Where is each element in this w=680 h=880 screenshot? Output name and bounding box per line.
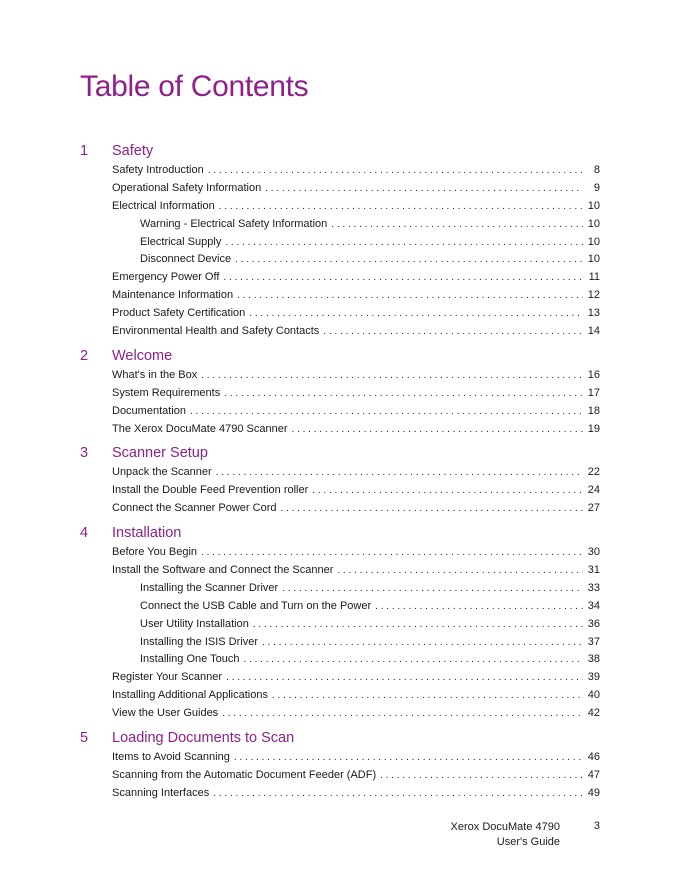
- dot-leader: [272, 690, 583, 701]
- toc-entry-label: Register Your Scanner: [112, 671, 223, 684]
- chapter-number: 5: [80, 730, 89, 747]
- table-of-contents: [80, 138, 600, 805]
- toc-entry-page: 10: [587, 253, 600, 266]
- dot-leader: [280, 503, 583, 514]
- toc-entry[interactable]: [80, 369, 600, 387]
- dot-leader: [208, 165, 583, 176]
- dot-leader: [222, 708, 583, 719]
- footer-product: [451, 820, 560, 850]
- toc-entry-label: Safety Introduction: [112, 164, 204, 176]
- toc-entry-page: 42: [587, 707, 600, 720]
- chapter-number: 3: [80, 445, 89, 462]
- toc-entry-label: View the User Guides: [112, 707, 219, 720]
- dot-leader: [219, 201, 583, 212]
- chapter-title: Loading Documents to Scan: [112, 730, 295, 747]
- chapter-number: 1: [80, 143, 89, 159]
- toc-entry-label: Installing the Scanner Driver: [140, 581, 279, 594]
- dot-leader: [262, 637, 583, 648]
- dot-leader: [337, 565, 583, 576]
- toc-entry-label: What's in the Box: [112, 368, 198, 381]
- dot-leader: [380, 770, 583, 781]
- dot-leader: [253, 619, 583, 630]
- dot-leader: [226, 672, 583, 683]
- toc-entry-label: Electrical Information: [112, 199, 215, 212]
- toc-entry[interactable]: [80, 236, 600, 254]
- dot-leader: [201, 370, 583, 381]
- toc-entry-page: 19: [587, 422, 600, 435]
- toc-entry-label: Installing the ISIS Driver: [140, 635, 258, 648]
- toc-entry-label: Connect the Scanner Power Cord: [112, 502, 277, 515]
- toc-entry[interactable]: [80, 751, 600, 769]
- toc-entry[interactable]: [80, 405, 600, 423]
- dot-leader: [225, 237, 583, 248]
- toc-entry[interactable]: [80, 582, 600, 600]
- chapter-title: Welcome: [112, 347, 173, 364]
- toc-entry-page: 10: [587, 199, 600, 212]
- chapter-heading[interactable]: [80, 348, 600, 368]
- toc-entry[interactable]: [80, 289, 600, 307]
- toc-entry[interactable]: [80, 423, 600, 441]
- dot-leader: [190, 406, 583, 417]
- toc-entry[interactable]: [80, 200, 600, 218]
- toc-entry-page: 12: [587, 289, 600, 302]
- toc-entry[interactable]: [80, 307, 600, 325]
- toc-entry-label: Maintenance Information: [112, 289, 234, 302]
- toc-entry-label: Unpack the Scanner: [112, 466, 212, 479]
- chapter-number: 4: [80, 525, 89, 542]
- toc-entry-page: 16: [587, 368, 600, 381]
- toc-entry[interactable]: [80, 325, 600, 343]
- toc-entry-page: 14: [587, 325, 600, 338]
- toc-entry[interactable]: [80, 787, 600, 805]
- dot-leader: [331, 219, 583, 230]
- toc-entry[interactable]: [80, 466, 600, 484]
- toc-entry-label: Install the Double Feed Prevention roller: [112, 484, 309, 497]
- toc-entry-label: Environmental Health and Safety Contacts: [112, 325, 320, 338]
- toc-entry-page: 39: [587, 671, 600, 684]
- chapter-heading[interactable]: [80, 730, 600, 750]
- toc-entry-label: Scanning Interfaces: [112, 786, 210, 799]
- toc-entry[interactable]: [80, 618, 600, 636]
- chapter-heading[interactable]: [80, 143, 600, 163]
- toc-entry-page: 36: [587, 617, 600, 630]
- toc-entry-label: Operational Safety Information: [112, 181, 262, 194]
- toc-entry-page: 22: [587, 466, 600, 479]
- toc-entry[interactable]: [80, 653, 600, 671]
- toc-chapter: [80, 445, 600, 520]
- toc-entry-label: Disconnect Device: [140, 253, 232, 266]
- footer-page-number: 3: [593, 820, 600, 832]
- toc-entry[interactable]: [80, 671, 600, 689]
- toc-entry[interactable]: [80, 546, 600, 564]
- toc-entry-page: 38: [587, 653, 600, 666]
- toc-entry[interactable]: [80, 769, 600, 787]
- toc-entry-page: 10: [587, 235, 600, 248]
- toc-entry[interactable]: [80, 564, 600, 582]
- toc-entry-label: System Requirements: [112, 386, 221, 399]
- toc-entry-page: 31: [587, 564, 600, 577]
- toc-entry-page: 34: [587, 599, 600, 612]
- toc-entry-label: Items to Avoid Scanning: [112, 751, 230, 764]
- toc-entry-label: Install the Software and Connect the Scanner: [112, 564, 334, 577]
- toc-entry-page: 27: [587, 502, 600, 515]
- toc-entry-page: 24: [587, 484, 600, 497]
- toc-entry[interactable]: [80, 387, 600, 405]
- toc-entry-page: 46: [587, 751, 600, 764]
- chapter-number: 2: [80, 347, 89, 364]
- toc-entry[interactable]: [80, 271, 600, 289]
- toc-entry[interactable]: [80, 218, 600, 236]
- toc-chapter: [80, 348, 600, 441]
- toc-entry-page: 49: [587, 786, 600, 799]
- toc-entry[interactable]: [80, 707, 600, 725]
- toc-entry-page: 33: [587, 581, 600, 594]
- toc-entry[interactable]: [80, 182, 600, 200]
- toc-entry-page: 11: [588, 271, 600, 284]
- toc-entry-label: Installing One Touch: [140, 653, 240, 666]
- toc-entry-page: 10: [587, 217, 600, 230]
- dot-leader: [323, 326, 583, 337]
- toc-entry[interactable]: [80, 689, 600, 707]
- toc-entry-page: 40: [587, 689, 600, 702]
- toc-chapter: [80, 525, 600, 725]
- dot-leader: [265, 183, 583, 194]
- toc-entry-page: 18: [587, 404, 600, 417]
- toc-entry-page: 17: [587, 386, 600, 399]
- dot-leader: [249, 308, 583, 319]
- dot-leader: [282, 583, 583, 594]
- toc-entry-label: Documentation: [112, 404, 186, 417]
- toc-entry-label: Scanning from the Automatic Document Feeder (ADF): [112, 768, 377, 781]
- chapter-heading[interactable]: [80, 525, 600, 545]
- dot-leader: [223, 272, 583, 283]
- toc-entry-label: User Utility Installation: [140, 617, 249, 630]
- dot-leader: [235, 254, 583, 265]
- toc-entry[interactable]: [80, 253, 600, 271]
- dot-leader: [237, 290, 583, 301]
- toc-entry-label: Installing Additional Applications: [112, 689, 268, 702]
- toc-entry-page: 47: [587, 768, 600, 781]
- toc-entry[interactable]: [80, 484, 600, 502]
- toc-chapter: [80, 730, 600, 805]
- dot-leader: [375, 601, 583, 612]
- toc-entry-label: Connect the USB Cable and Turn on the Power: [140, 599, 372, 612]
- chapter-heading[interactable]: [80, 445, 600, 465]
- toc-entry[interactable]: [80, 636, 600, 654]
- toc-entry-page: 37: [587, 635, 600, 648]
- chapter-title: Safety: [112, 143, 154, 159]
- toc-entry[interactable]: [80, 600, 600, 618]
- dot-leader: [201, 547, 583, 558]
- toc-chapter: [80, 143, 600, 343]
- page-title: Table of Contents: [80, 70, 309, 103]
- dot-leader: [216, 467, 583, 478]
- toc-entry-page: 8: [593, 164, 600, 176]
- dot-leader: [224, 388, 583, 399]
- toc-entry[interactable]: [80, 502, 600, 520]
- footer-product-name: Xerox DocuMate 4790: [450, 821, 560, 833]
- toc-entry-page: 30: [587, 546, 600, 559]
- toc-entry-label: Before You Begin: [112, 546, 198, 559]
- dot-leader: [213, 788, 583, 799]
- toc-entry-label: Warning - Electrical Safety Information: [140, 217, 328, 230]
- dot-leader: [243, 654, 583, 665]
- dot-leader: [234, 752, 583, 763]
- footer-guide-name: User's Guide: [496, 836, 560, 848]
- toc-entry-label: Emergency Power Off: [112, 271, 220, 284]
- dot-leader: [292, 424, 584, 435]
- chapter-title: Scanner Setup: [112, 445, 208, 462]
- dot-leader: [312, 485, 583, 496]
- toc-entry-label: The Xerox DocuMate 4790 Scanner: [112, 422, 288, 435]
- toc-entry-label: Electrical Supply: [140, 235, 222, 248]
- chapter-title: Installation: [112, 525, 182, 542]
- toc-entry-page: 13: [587, 307, 600, 320]
- toc-entry-label: Product Safety Certification: [112, 307, 246, 320]
- toc-entry-page: 9: [593, 181, 600, 194]
- toc-entry[interactable]: [80, 164, 600, 182]
